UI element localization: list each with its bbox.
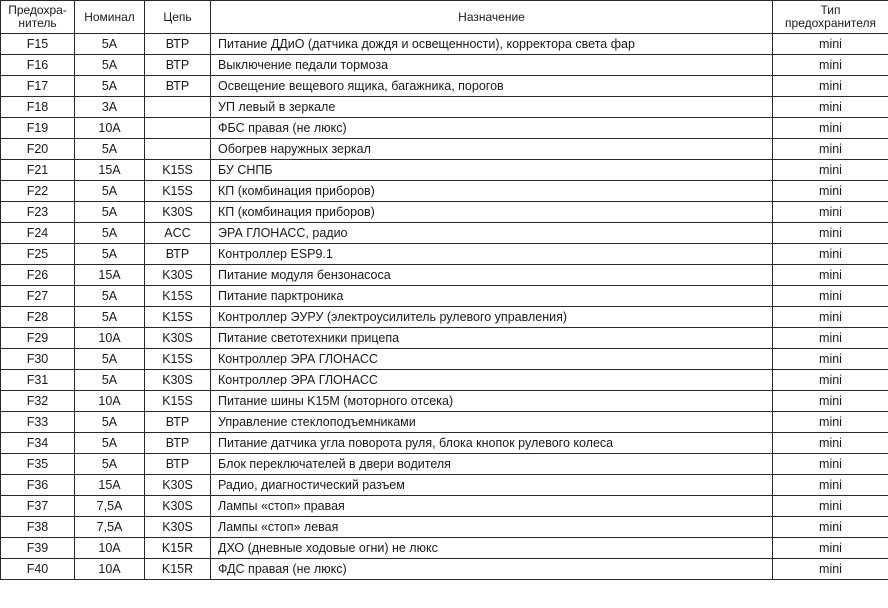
cell-fuse: F16 xyxy=(1,55,75,76)
cell-circuit: K15S xyxy=(145,181,211,202)
cell-fuse: F32 xyxy=(1,391,75,412)
cell-type: mini xyxy=(773,160,888,181)
cell-circuit: K15R xyxy=(145,538,211,559)
cell-circuit: K30S xyxy=(145,517,211,538)
cell-rating: 10А xyxy=(75,328,145,349)
cell-circuit: K30S xyxy=(145,265,211,286)
cell-purpose: Питание ДДиО (датчика дождя и освещенности), корректора света фар xyxy=(211,34,773,55)
cell-purpose: Освещение вещевого ящика, багажника, порогов xyxy=(211,76,773,97)
cell-fuse: F17 xyxy=(1,76,75,97)
table-row xyxy=(1,433,888,454)
cell-rating: 15А xyxy=(75,475,145,496)
table-row xyxy=(1,76,888,97)
cell-type: mini xyxy=(773,139,888,160)
cell-circuit: K15S xyxy=(145,391,211,412)
cell-fuse: F35 xyxy=(1,454,75,475)
cell-type: mini xyxy=(773,244,888,265)
cell-purpose: Питание светотехники прицепа xyxy=(211,328,773,349)
cell-purpose: Радио, диагностический разъем xyxy=(211,475,773,496)
cell-circuit: ВТР xyxy=(145,76,211,97)
cell-rating: 5А xyxy=(75,181,145,202)
cell-type: mini xyxy=(773,454,888,475)
table-row xyxy=(1,412,888,433)
cell-circuit: K30S xyxy=(145,202,211,223)
table-row xyxy=(1,139,888,160)
cell-rating: 10А xyxy=(75,538,145,559)
cell-circuit xyxy=(145,97,211,118)
cell-purpose: Выключение педали тормоза xyxy=(211,55,773,76)
cell-rating: 5А xyxy=(75,55,145,76)
table-row xyxy=(1,559,888,580)
cell-type: mini xyxy=(773,433,888,454)
cell-fuse: F15 xyxy=(1,34,75,55)
header-type: Тип предохранителя xyxy=(773,1,888,34)
cell-type: mini xyxy=(773,538,888,559)
cell-fuse: F30 xyxy=(1,349,75,370)
cell-type: mini xyxy=(773,118,888,139)
cell-fuse: F27 xyxy=(1,286,75,307)
table-row xyxy=(1,55,888,76)
cell-type: mini xyxy=(773,517,888,538)
cell-type: mini xyxy=(773,181,888,202)
cell-purpose: БУ СНПБ xyxy=(211,160,773,181)
header-rating: Номинал xyxy=(75,1,145,34)
table-header xyxy=(1,1,888,34)
table-row xyxy=(1,181,888,202)
cell-circuit: ВТР xyxy=(145,412,211,433)
cell-type: mini xyxy=(773,97,888,118)
table-row xyxy=(1,202,888,223)
cell-rating: 3А xyxy=(75,97,145,118)
cell-fuse: F36 xyxy=(1,475,75,496)
cell-type: mini xyxy=(773,370,888,391)
cell-rating: 5А xyxy=(75,412,145,433)
cell-type: mini xyxy=(773,55,888,76)
cell-purpose: Лампы «стоп» правая xyxy=(211,496,773,517)
cell-rating: 10А xyxy=(75,118,145,139)
table-row xyxy=(1,244,888,265)
cell-rating: 15А xyxy=(75,160,145,181)
cell-circuit: ВТР xyxy=(145,55,211,76)
cell-fuse: F20 xyxy=(1,139,75,160)
cell-purpose: Управление стеклоподъемниками xyxy=(211,412,773,433)
cell-type: mini xyxy=(773,349,888,370)
cell-purpose: Питание модуля бензонасоса xyxy=(211,265,773,286)
cell-purpose: Блок переключателей в двери водителя xyxy=(211,454,773,475)
table-row xyxy=(1,286,888,307)
table-body xyxy=(1,34,888,580)
cell-circuit: K30S xyxy=(145,328,211,349)
table-row xyxy=(1,97,888,118)
cell-fuse: F26 xyxy=(1,265,75,286)
cell-rating: 5А xyxy=(75,349,145,370)
cell-purpose: Контроллер ЭРА ГЛОНАСС xyxy=(211,349,773,370)
cell-rating: 5А xyxy=(75,223,145,244)
table-row xyxy=(1,475,888,496)
cell-fuse: F24 xyxy=(1,223,75,244)
cell-type: mini xyxy=(773,328,888,349)
table-row xyxy=(1,307,888,328)
cell-circuit: K15S xyxy=(145,307,211,328)
cell-type: mini xyxy=(773,286,888,307)
table-row xyxy=(1,118,888,139)
cell-rating: 7,5А xyxy=(75,517,145,538)
cell-fuse: F33 xyxy=(1,412,75,433)
cell-rating: 5А xyxy=(75,454,145,475)
cell-fuse: F19 xyxy=(1,118,75,139)
cell-fuse: F40 xyxy=(1,559,75,580)
header-fuse: Предохра-нитель xyxy=(1,1,75,34)
cell-purpose: Питание парктроника xyxy=(211,286,773,307)
cell-circuit: K15R xyxy=(145,559,211,580)
cell-type: mini xyxy=(773,307,888,328)
cell-purpose: Лампы «стоп» левая xyxy=(211,517,773,538)
cell-rating: 15А xyxy=(75,265,145,286)
table-row xyxy=(1,391,888,412)
cell-fuse: F37 xyxy=(1,496,75,517)
header-purpose: Назначение xyxy=(211,1,773,34)
cell-rating: 5А xyxy=(75,202,145,223)
cell-fuse: F22 xyxy=(1,181,75,202)
cell-purpose: ФДС правая (не люкс) xyxy=(211,559,773,580)
cell-rating: 5А xyxy=(75,76,145,97)
cell-purpose: Контроллер ЭРА ГЛОНАСС xyxy=(211,370,773,391)
cell-circuit: ВТР xyxy=(145,454,211,475)
cell-type: mini xyxy=(773,559,888,580)
table-row xyxy=(1,538,888,559)
cell-circuit: ВТР xyxy=(145,244,211,265)
cell-purpose: КП (комбинация приборов) xyxy=(211,181,773,202)
table-row xyxy=(1,349,888,370)
cell-fuse: F38 xyxy=(1,517,75,538)
cell-type: mini xyxy=(773,391,888,412)
cell-purpose: УП левый в зеркале xyxy=(211,97,773,118)
cell-purpose: КП (комбинация приборов) xyxy=(211,202,773,223)
cell-type: mini xyxy=(773,475,888,496)
cell-purpose: ДХО (дневные ходовые огни) не люкс xyxy=(211,538,773,559)
cell-rating: 5А xyxy=(75,307,145,328)
cell-type: mini xyxy=(773,76,888,97)
cell-purpose: Контроллер ЭУРУ (электроусилитель рулевого управления) xyxy=(211,307,773,328)
cell-fuse: F31 xyxy=(1,370,75,391)
cell-fuse: F21 xyxy=(1,160,75,181)
cell-purpose: Контроллер ESP9.1 xyxy=(211,244,773,265)
cell-rating: 5А xyxy=(75,433,145,454)
cell-circuit: K15S xyxy=(145,349,211,370)
table-row xyxy=(1,34,888,55)
cell-rating: 5А xyxy=(75,139,145,160)
cell-type: mini xyxy=(773,34,888,55)
table-row xyxy=(1,265,888,286)
cell-circuit: K15S xyxy=(145,160,211,181)
cell-circuit: K30S xyxy=(145,370,211,391)
cell-rating: 10А xyxy=(75,391,145,412)
cell-purpose: ФБС правая (не люкс) xyxy=(211,118,773,139)
cell-fuse: F25 xyxy=(1,244,75,265)
table-row xyxy=(1,496,888,517)
cell-type: mini xyxy=(773,496,888,517)
table-row xyxy=(1,454,888,475)
cell-purpose: Питание датчика угла поворота руля, блока кнопок рулевого колеса xyxy=(211,433,773,454)
table-row xyxy=(1,328,888,349)
cell-purpose: Питание шины K15M (моторного отсека) xyxy=(211,391,773,412)
cell-fuse: F23 xyxy=(1,202,75,223)
cell-circuit: ACC xyxy=(145,223,211,244)
cell-circuit xyxy=(145,139,211,160)
cell-circuit: K30S xyxy=(145,496,211,517)
cell-circuit: ВТР xyxy=(145,34,211,55)
table-row xyxy=(1,517,888,538)
cell-fuse: F18 xyxy=(1,97,75,118)
cell-type: mini xyxy=(773,412,888,433)
cell-purpose: ЭРА ГЛОНАСС, радио xyxy=(211,223,773,244)
cell-type: mini xyxy=(773,202,888,223)
cell-purpose: Обогрев наружных зеркал xyxy=(211,139,773,160)
header-row xyxy=(1,1,888,34)
cell-rating: 10А xyxy=(75,559,145,580)
cell-rating: 5А xyxy=(75,244,145,265)
cell-rating: 7,5А xyxy=(75,496,145,517)
table-row xyxy=(1,160,888,181)
cell-fuse: F29 xyxy=(1,328,75,349)
cell-fuse: F34 xyxy=(1,433,75,454)
cell-rating: 5А xyxy=(75,286,145,307)
table-row xyxy=(1,223,888,244)
cell-type: mini xyxy=(773,265,888,286)
cell-fuse: F39 xyxy=(1,538,75,559)
header-circuit: Цепь xyxy=(145,1,211,34)
cell-fuse: F28 xyxy=(1,307,75,328)
cell-rating: 5А xyxy=(75,370,145,391)
cell-circuit: ВТР xyxy=(145,433,211,454)
table-row xyxy=(1,370,888,391)
cell-circuit: K30S xyxy=(145,475,211,496)
cell-type: mini xyxy=(773,223,888,244)
cell-rating: 5А xyxy=(75,34,145,55)
cell-circuit: K15S xyxy=(145,286,211,307)
cell-circuit xyxy=(145,118,211,139)
